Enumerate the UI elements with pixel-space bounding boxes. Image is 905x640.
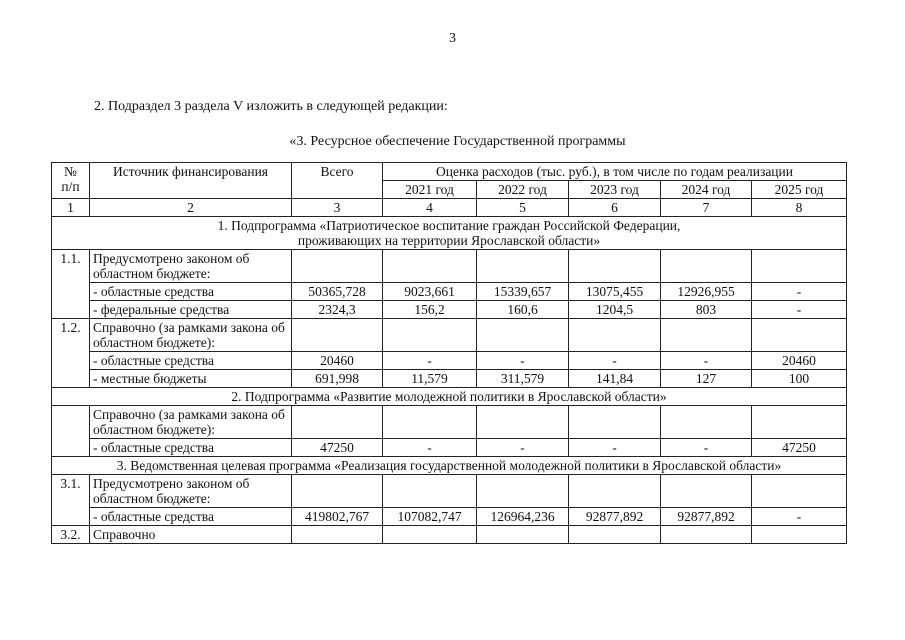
column-number: 4: [383, 199, 477, 217]
empty-cell: [477, 526, 569, 544]
amount-y2024: -: [661, 439, 752, 457]
amount-y2022: -: [477, 352, 569, 370]
empty-cell: [569, 250, 661, 283]
empty-cell: [383, 250, 477, 283]
header-year: 2022 год: [477, 181, 569, 199]
table-row: [52, 439, 847, 457]
intro-paragraph: 2. Подраздел 3 раздела V изложить в следующей редакции:: [94, 99, 448, 114]
group-label-row: [52, 526, 847, 544]
amount-y2022: 15339,657: [477, 283, 569, 301]
amount-y2025: 20460: [752, 352, 847, 370]
empty-cell: [292, 526, 383, 544]
empty-cell: [661, 319, 752, 352]
table-row: [52, 301, 847, 319]
amount-y2023: 92877,892: [569, 508, 661, 526]
amount-y2022: 126964,236: [477, 508, 569, 526]
amount-y2024: 92877,892: [661, 508, 752, 526]
group-label-row: [52, 475, 847, 508]
section-title-cell: 1. Подпрограмма «Патриотическое воспитание граждан Российской Федерации, проживающих на территории Ярославской области»: [52, 217, 847, 250]
empty-cell: [292, 319, 383, 352]
amount-y2021: 11,579: [383, 370, 477, 388]
row-number: [52, 406, 90, 457]
row-number: 3.2.: [52, 526, 90, 544]
amount-y2022: 311,579: [477, 370, 569, 388]
amount-y2023: -: [569, 439, 661, 457]
column-number: 6: [569, 199, 661, 217]
amount-y2021: 156,2: [383, 301, 477, 319]
table-row: [52, 352, 847, 370]
empty-cell: [383, 526, 477, 544]
amount-y2025: -: [752, 508, 847, 526]
column-number: 7: [661, 199, 752, 217]
group-label: Справочно: [90, 526, 292, 544]
empty-cell: [383, 475, 477, 508]
empty-cell: [383, 406, 477, 439]
funding-table: [51, 162, 847, 544]
amount-y2024: 127: [661, 370, 752, 388]
amount-total: 47250: [292, 439, 383, 457]
page-number: 3: [449, 31, 456, 46]
amount-total: 691,998: [292, 370, 383, 388]
header-no: № п/п: [52, 163, 90, 199]
empty-cell: [569, 406, 661, 439]
group-label: Справочно (за рамками закона об областном бюджете):: [90, 406, 292, 439]
group-label: Справочно (за рамками закона об областном бюджете):: [90, 319, 292, 352]
section-title-cell: 2. Подпрограмма «Развитие молодежной политики в Ярославской области»: [52, 388, 847, 406]
amount-y2023: 1204,5: [569, 301, 661, 319]
empty-cell: [569, 526, 661, 544]
amount-y2025: -: [752, 301, 847, 319]
section-row: [52, 457, 847, 475]
funding-source: - федеральные средства: [90, 301, 292, 319]
section-row: [52, 217, 847, 250]
empty-cell: [752, 406, 847, 439]
amount-total: 2324,3: [292, 301, 383, 319]
header-estimate: Оценка расходов (тыс. руб.), в том числе по годам реализации: [383, 163, 847, 181]
section-title: «3. Ресурсное обеспечение Государственной программы: [289, 134, 626, 149]
group-label: Предусмотрено законом об областном бюджете:: [90, 475, 292, 508]
empty-cell: [292, 475, 383, 508]
header-year: 2023 год: [569, 181, 661, 199]
amount-y2024: -: [661, 352, 752, 370]
funding-source: - местные бюджеты: [90, 370, 292, 388]
amount-y2023: 13075,455: [569, 283, 661, 301]
empty-cell: [752, 319, 847, 352]
empty-cell: [569, 319, 661, 352]
row-number: 1.2.: [52, 319, 90, 388]
empty-cell: [477, 250, 569, 283]
group-label-row: [52, 250, 847, 283]
funding-source: - областные средства: [90, 508, 292, 526]
empty-cell: [661, 250, 752, 283]
empty-cell: [383, 319, 477, 352]
funding-source: - областные средства: [90, 283, 292, 301]
column-number: 5: [477, 199, 569, 217]
header-year: 2025 год: [752, 181, 847, 199]
table-column-numbers-row: [52, 199, 847, 217]
amount-y2024: 12926,955: [661, 283, 752, 301]
amount-y2023: 141,84: [569, 370, 661, 388]
row-number: 1.1.: [52, 250, 90, 319]
group-label-row: [52, 406, 847, 439]
row-number: 3.1.: [52, 475, 90, 526]
amount-total: 50365,728: [292, 283, 383, 301]
table-row: [52, 370, 847, 388]
empty-cell: [292, 250, 383, 283]
column-number: 2: [90, 199, 292, 217]
section-row: [52, 388, 847, 406]
funding-source: - областные средства: [90, 352, 292, 370]
amount-y2025: 47250: [752, 439, 847, 457]
table-row: [52, 283, 847, 301]
table-header-row: [52, 163, 847, 181]
header-total: Всего: [292, 163, 383, 199]
column-number: 1: [52, 199, 90, 217]
amount-y2025: -: [752, 283, 847, 301]
empty-cell: [661, 475, 752, 508]
column-number: 8: [752, 199, 847, 217]
empty-cell: [752, 250, 847, 283]
group-label: Предусмотрено законом об областном бюджете:: [90, 250, 292, 283]
amount-y2022: 160,6: [477, 301, 569, 319]
amount-y2021: -: [383, 439, 477, 457]
amount-total: 419802,767: [292, 508, 383, 526]
header-year: 2021 год: [383, 181, 477, 199]
empty-cell: [661, 406, 752, 439]
header-year: 2024 год: [661, 181, 752, 199]
amount-y2021: -: [383, 352, 477, 370]
funding-source: - областные средства: [90, 439, 292, 457]
empty-cell: [477, 319, 569, 352]
table-row: [52, 508, 847, 526]
header-source: Источник финансирования: [90, 163, 292, 199]
amount-y2024: 803: [661, 301, 752, 319]
section-title-cell: 3. Ведомственная целевая программа «Реализация государственной молодежной политики в Ярославской области»: [52, 457, 847, 475]
empty-cell: [661, 526, 752, 544]
amount-y2022: -: [477, 439, 569, 457]
empty-cell: [477, 406, 569, 439]
column-number: 3: [292, 199, 383, 217]
amount-y2023: -: [569, 352, 661, 370]
amount-y2021: 107082,747: [383, 508, 477, 526]
empty-cell: [752, 475, 847, 508]
empty-cell: [477, 475, 569, 508]
group-label-row: [52, 319, 847, 352]
amount-y2025: 100: [752, 370, 847, 388]
empty-cell: [752, 526, 847, 544]
amount-total: 20460: [292, 352, 383, 370]
empty-cell: [569, 475, 661, 508]
amount-y2021: 9023,661: [383, 283, 477, 301]
empty-cell: [292, 406, 383, 439]
